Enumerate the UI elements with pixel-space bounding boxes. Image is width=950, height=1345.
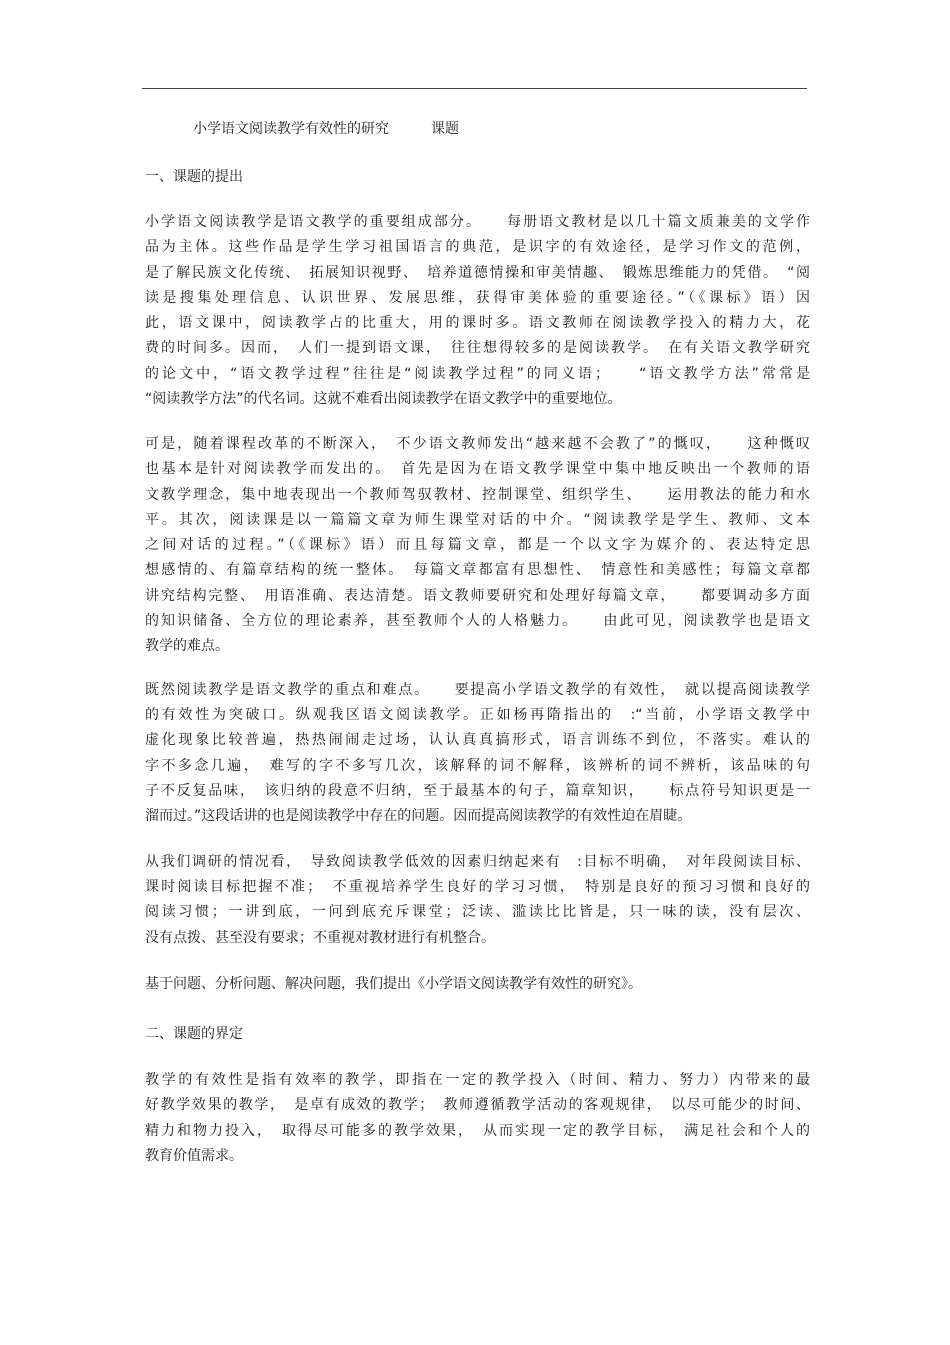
paragraph-line: 精力和物力投入， 取得尽可能多的教学效果， 从而实现一定的教学目标， 满足社会和个人的 (145, 1122, 810, 1139)
section-heading-2: 二、课题的界定 (145, 1026, 243, 1042)
paragraph-line: 溜而过。”这段话讲的也是阅读教学中存在的问题。因而提高阅读教学的有效性迫在眉睫。 (145, 807, 692, 824)
paragraph-line: 字不多念几遍， 难写的字不多写几次，该解释的词不解释，该辨析的词不辨析，该品味的句 (145, 757, 810, 774)
header-rule (142, 88, 807, 89)
paragraph-line: 的知识储备、全方位的理论素养，甚至教师个人的人格魅力。 由此可见，阅读教学也是语文 (145, 613, 810, 630)
paragraph-line: 可是，随着课程改革的不断深入， 不少语文教师发出“越来越不会教了”的慨叹， 这种慨叹 (145, 436, 810, 452)
paragraph-line: 没有点拨、甚至没有要求；不重视对教材进行有机整合。 (145, 929, 495, 946)
paragraph-line: 此，语文课中，阅读教学占的比重大，用的课时多。语文教师在阅读教学投入的精力大，花 (145, 315, 810, 332)
paragraph-line: 是了解民族文化传统、 拓展知识视野、 培养道德情操和审美情趣、 锻炼思维能力的凭借。 “阅 (145, 264, 810, 281)
paragraph-line: 的论文中，“语文教学过程”往往是“阅读教学过程”的同义语； “语文教学方法”常常是 (145, 365, 810, 382)
paragraph-line: 基于问题、分析问题、解决问题，我们提出《小学语文阅读教学有效性的研究》。 (145, 976, 642, 992)
paragraph-line: 既然阅读教学是语文教学的重点和难点。 要提高小学语文教学的有效性， 就以提高阅读教学 (145, 682, 810, 698)
paragraph-line: “阅读教学方法”的代名词。这就不难看出阅读教学在语文教学中的重要地位。 (145, 391, 622, 408)
paragraph-line: 也基本是针对阅读教学而发出的。 首先是因为在语文教学课堂中集中地反映出一个教师的语 (145, 461, 810, 478)
paragraph-4 (145, 850, 810, 951)
paragraph-line: 虚化现象比较普遍，热热闹闹走过场，认认真真搞形式，语言训练不到位，不落实。难认的 (145, 732, 810, 749)
paragraph-line: 想感情的、有篇章结构的统一整体。 每篇文章都富有思想性、 情意性和美感性；每篇文章都 (145, 562, 810, 579)
title-text: 小学语文阅读教学有效性的研究 (193, 121, 389, 137)
paragraph-line: 子不反复品味， 该归纳的段意不归纳，至于最基本的句子，篇章知识， 标点符号知识更是一 (145, 782, 810, 799)
paragraph-line: 教育价值需求。 (145, 1147, 243, 1164)
paragraph-line: 阅读习惯；一讲到底，一问到底充斥课堂；泛读、滥读比比皆是，只一味的读，没有层次、 (145, 904, 810, 921)
paragraph-1 (145, 210, 810, 412)
paragraph-line: 好教学效果的教学， 是卓有成效的教学； 教师遵循教学活动的客观规律， 以尽可能少的时间、 (145, 1097, 810, 1114)
paragraph-line: 费的时间多。因而， 人们一提到语文课， 往往想得较多的是阅读教学。 在有关语文教学研究 (145, 340, 810, 357)
paragraph-line: 讲究结构完整、 用语准确、表达清楚。语文教师要研究和处理好每篇文章， 都要调动多方面 (145, 587, 810, 604)
paragraph-2 (145, 432, 810, 660)
paragraph-line: 课时阅读目标把握不准； 不重视培养学生良好的学习习惯， 特别是良好的预习习惯和良好的 (145, 879, 810, 896)
paragraph-line: 读是搜集处理信息、认识世界、发展思维，获得审美体验的重要途径。”（《课标》语）因 (145, 289, 810, 306)
paragraph-line: 品为主体。这些作品是学生学习祖国语言的典范，是识字的有效途径，是学习作文的范例， (145, 239, 810, 256)
paragraph-6 (145, 1068, 810, 1169)
paragraph-line: 教学的有效性是指有效率的教学，即指在一定的教学投入（时间、精力、努力）内带来的最 (145, 1072, 810, 1088)
title-suffix: 课题 (431, 121, 459, 137)
paragraph-line: 的有效性为突破口。纵观我区语文阅读教学。正如杨再隋指出的 :“当前，小学语文教学中 (145, 707, 810, 724)
paragraph-line: 平。其次，阅读课是以一篇篇文章为师生课堂对话的中介。“阅读教学是学生、教师、文本 (145, 511, 810, 528)
paragraph-line: 教学的难点。 (145, 638, 229, 655)
page-title (193, 119, 459, 139)
paragraph-line: 从我们调研的情况看， 导致阅读教学低效的因素归纳起来有 :目标不明确， 对年段阅读目标、 (145, 854, 810, 870)
section-heading-1: 一、课题的提出 (145, 169, 243, 185)
paragraph-line: 小学语文阅读教学是语文教学的重要组成部分。 每册语文教材是以几十篇文质兼美的文学作 (145, 214, 810, 230)
paragraph-line: 文教学理念，集中地表现出一个教师驾驭教材、控制课堂、组织学生、 运用教法的能力和水 (145, 486, 810, 503)
paragraph-line: 之间对话的过程。”（《课标》语）而且每篇文章，都是一个以文字为媒介的、表达特定思 (145, 537, 810, 554)
paragraph-5 (145, 972, 810, 998)
paragraph-3 (145, 678, 810, 829)
